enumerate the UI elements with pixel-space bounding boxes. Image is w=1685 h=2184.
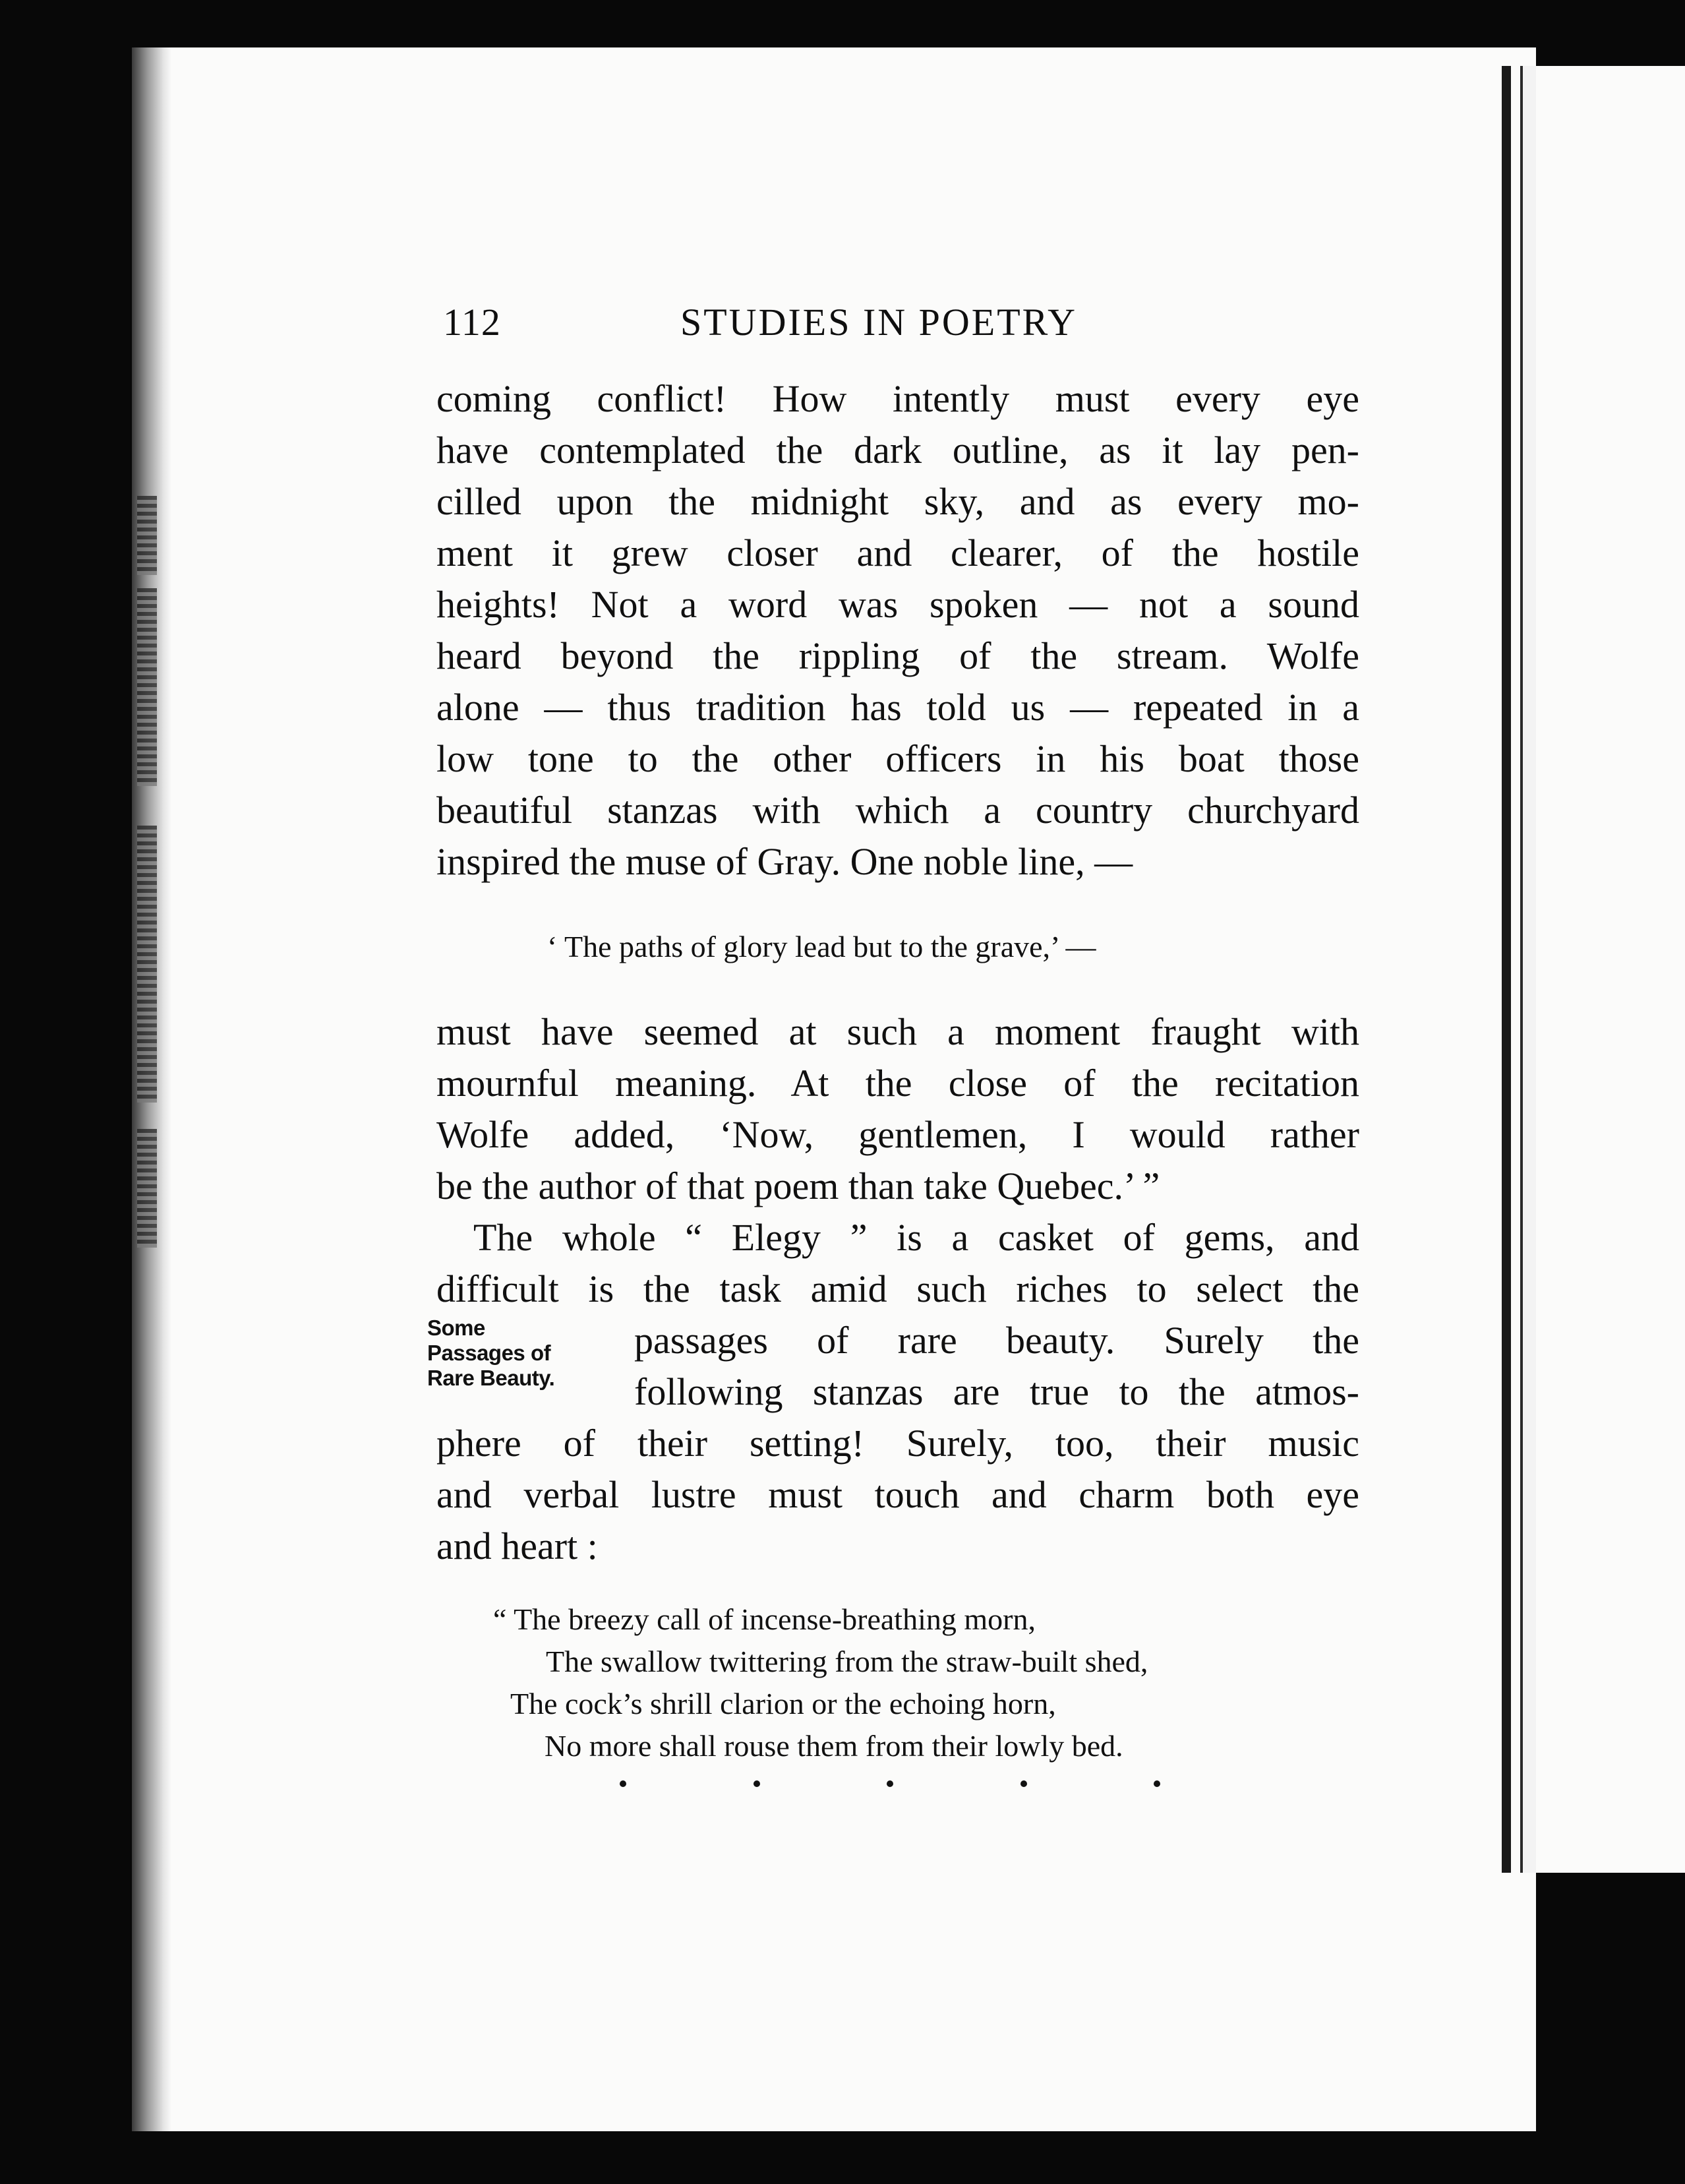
ellipsis-dot xyxy=(887,1780,893,1787)
body-text-line: mournful meaning. At the close of the recitation xyxy=(436,1062,1359,1105)
bleed-through-mark xyxy=(137,588,157,786)
body-text-line: beautiful stanzas with which a country churchyard xyxy=(436,789,1359,832)
body-text-line: following stanzas are true to the atmos- xyxy=(634,1370,1359,1413)
body-text-line: cilled upon the midnight sky, and as every mo- xyxy=(436,480,1359,523)
body-text-line: difficult is the task amid such riches to select the xyxy=(436,1267,1359,1310)
stanza-line: The cock’s shrill clarion or the echoing horn, xyxy=(510,1687,1056,1720)
body-text-line: and heart : xyxy=(436,1525,598,1567)
body-text-line: alone — thus tradition has told us — repeated in a xyxy=(436,686,1359,729)
ellipsis-dot xyxy=(1154,1780,1160,1787)
body-text-line: inspired the muse of Gray. One noble line, — xyxy=(436,840,1133,883)
body-text-line: The whole “ Elegy ” is a casket of gems, and xyxy=(473,1216,1359,1259)
stanza-line: The swallow twittering from the straw-built shed, xyxy=(546,1645,1148,1678)
margin-note xyxy=(427,1316,554,1391)
ellipsis-dots xyxy=(620,1780,1160,1787)
body-text-line: low tone to the other officers in his boat those xyxy=(436,737,1359,780)
body-text-line: phere of their setting! Surely, too, their music xyxy=(436,1422,1359,1465)
body-text-line: heights! Not a word was spoken — not a sound xyxy=(436,583,1359,626)
body-text-line: and verbal lustre must touch and charm both eye xyxy=(436,1473,1359,1516)
ellipsis-dot xyxy=(620,1780,626,1787)
ellipsis-dot xyxy=(1020,1780,1027,1787)
body-text-line: Wolfe added, ‘Now, gentlemen, I would rather xyxy=(436,1113,1359,1156)
body-text-line: passages of rare beauty. Surely the xyxy=(634,1319,1359,1362)
body-text-line: must have seemed at such a moment fraught with xyxy=(436,1010,1359,1053)
body-text-line: have contemplated the dark outline, as it lay pen- xyxy=(436,429,1359,471)
margin-note-line: Some xyxy=(427,1316,485,1340)
margin-note-line: Rare Beauty. xyxy=(427,1366,555,1390)
facing-page-edge xyxy=(1536,66,1685,1873)
quoted-verse-line: ‘ The paths of glory lead but to the grave,’ — xyxy=(547,930,1096,963)
bleed-through-mark xyxy=(137,1129,157,1248)
bleed-through-mark xyxy=(137,826,157,1103)
page-fold xyxy=(1502,66,1511,1873)
ellipsis-dot xyxy=(754,1780,760,1787)
margin-note-line: Passages of xyxy=(427,1341,551,1365)
body-text-line: heard beyond the rippling of the stream. Wolfe xyxy=(436,634,1359,677)
body-text-line: coming conflict! How intently must every eye xyxy=(436,377,1359,420)
body-text-line: ment it grew closer and clearer, of the hostile xyxy=(436,531,1359,574)
stanza-line: No more shall rouse them from their lowly bed. xyxy=(545,1729,1123,1763)
running-title: STUDIES IN POETRY xyxy=(680,301,1078,344)
stanza-line: “ The breezy call of incense-breathing morn, xyxy=(493,1602,1036,1636)
body-text-line: be the author of that poem than take Quebec.’ ” xyxy=(436,1165,1160,1207)
page-number: 112 xyxy=(443,301,501,344)
bleed-through-mark xyxy=(137,496,157,575)
